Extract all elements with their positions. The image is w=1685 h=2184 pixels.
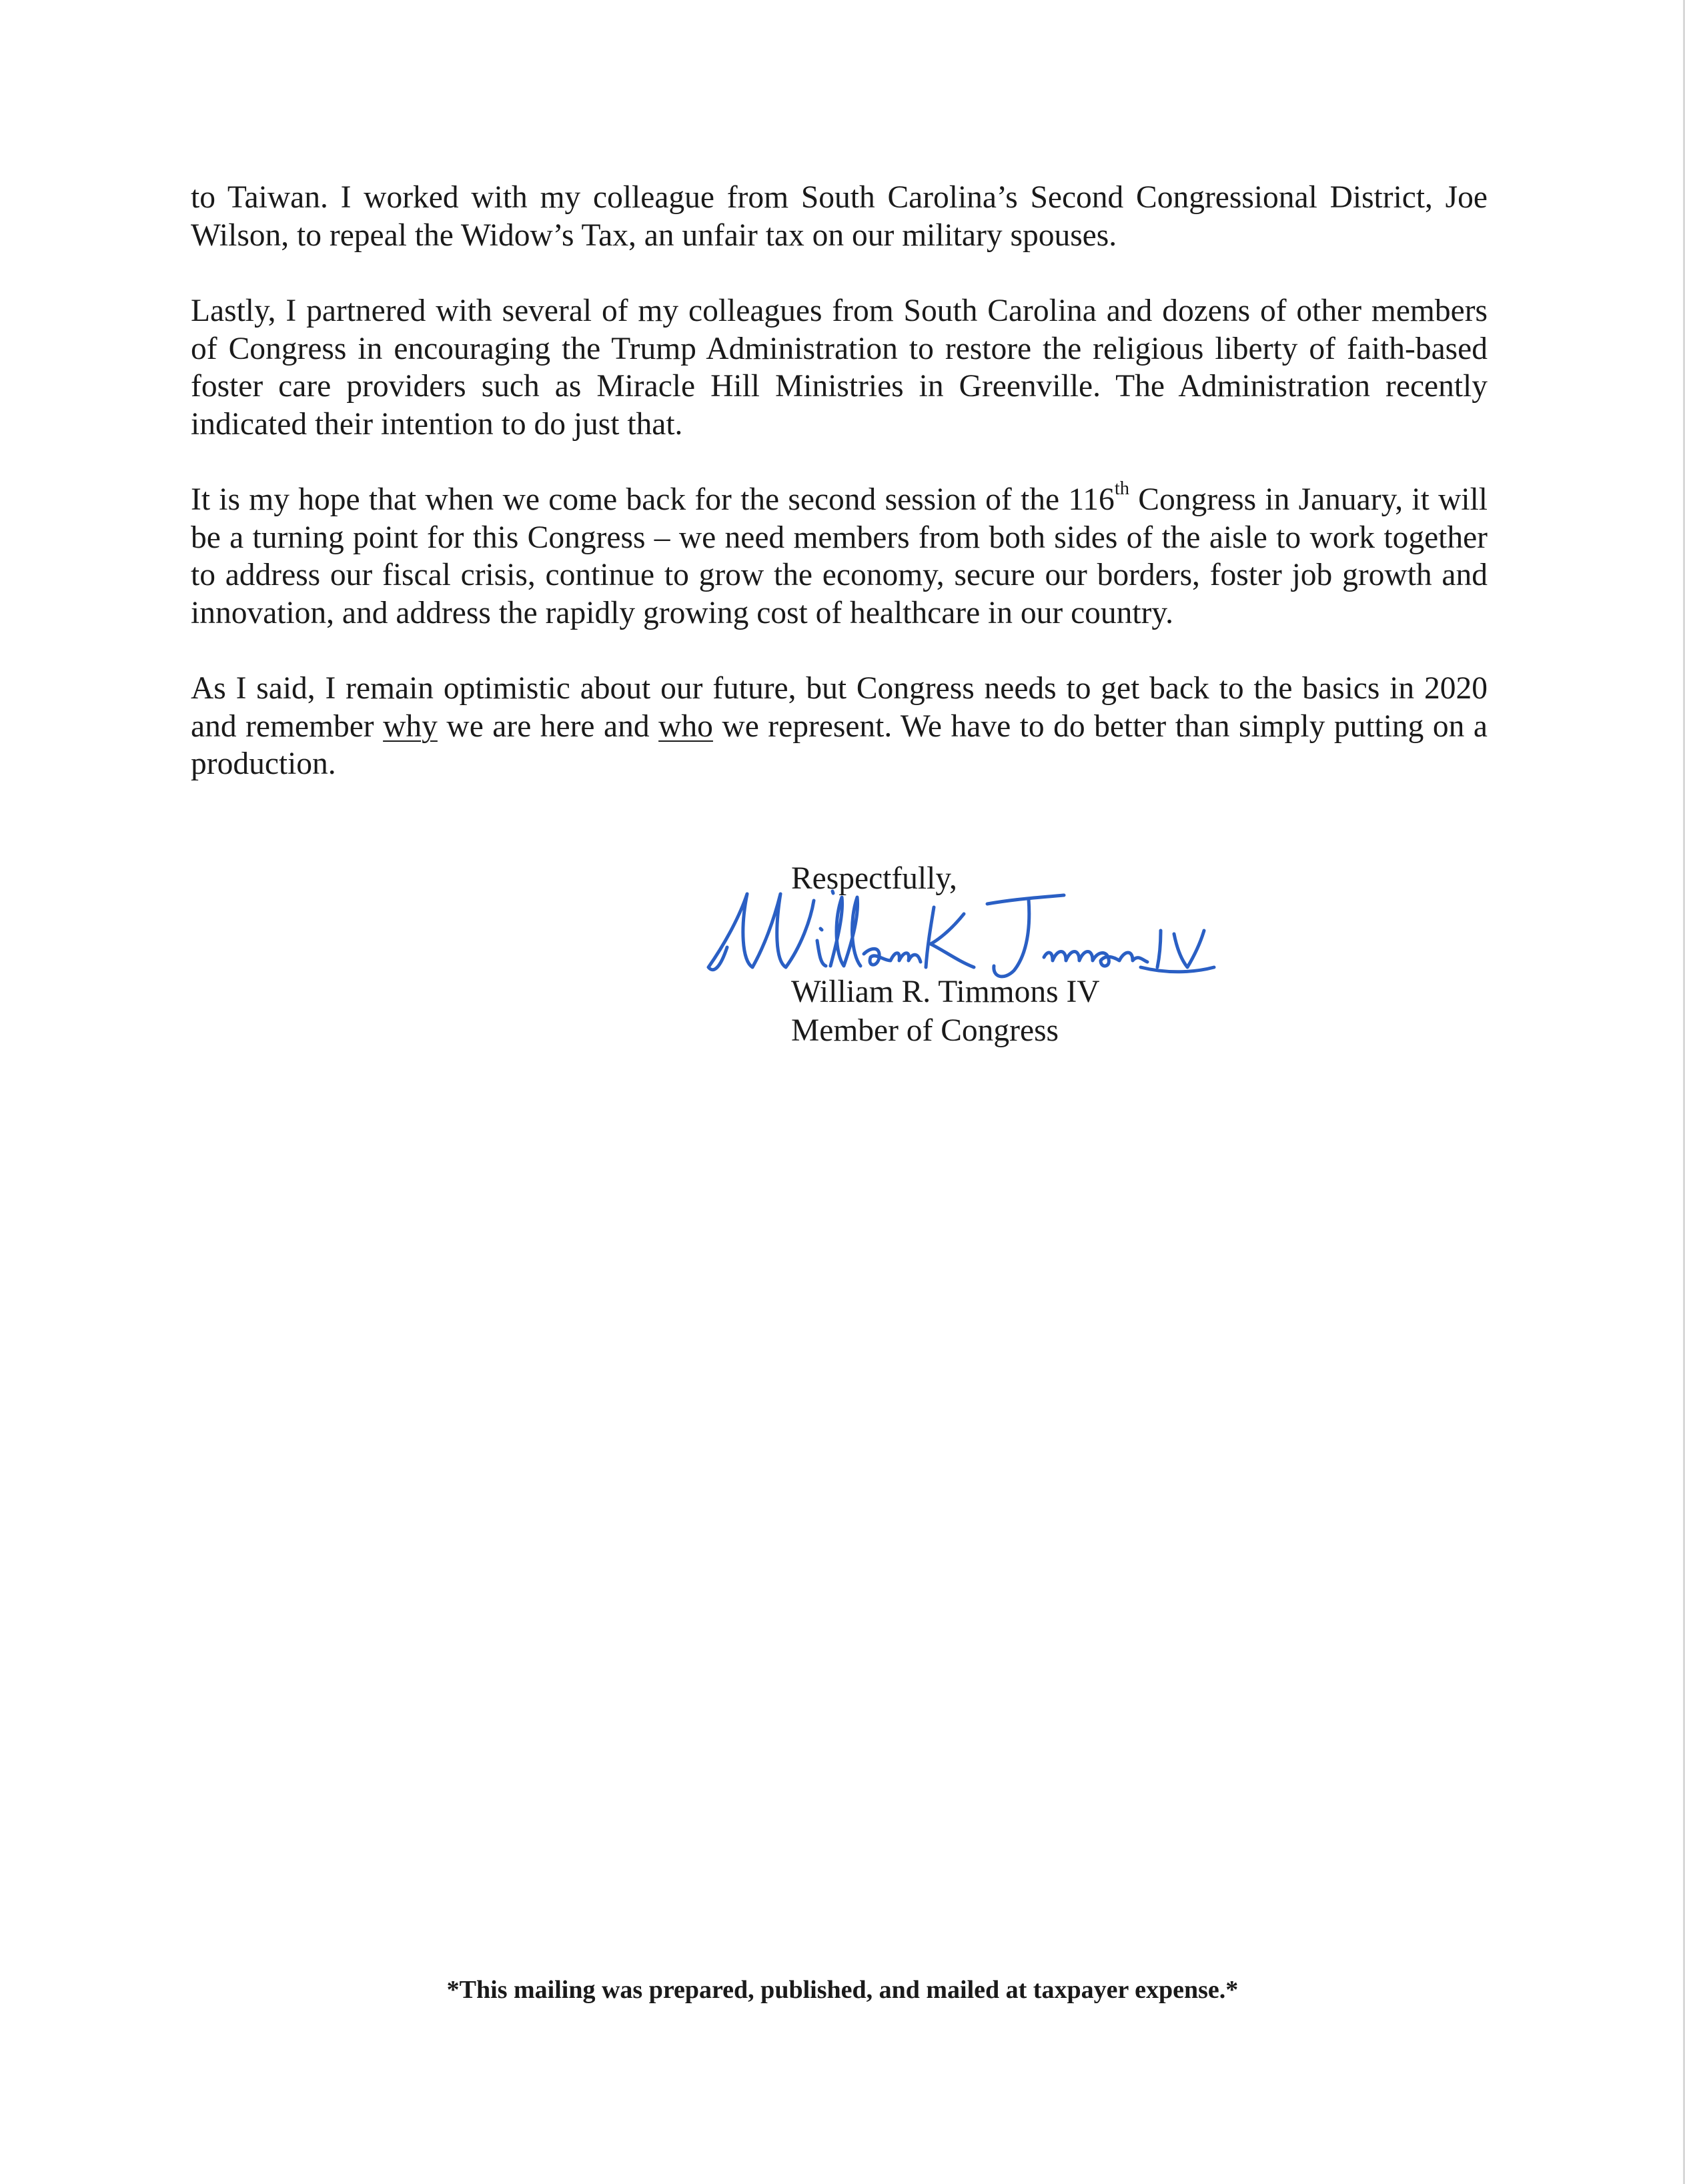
p3-after: Congress in January, it will be a turning point for this Congress – we need members from both sides of the aisle to work together to address our fiscal crisis, continue to grow the economy, secure our borders, foster job growth and innovation, and address the rapidly growing cost of healthcare in our country. bbox=[191, 482, 1488, 630]
p4-part2: we are here and bbox=[437, 708, 659, 744]
paragraph-back-to-basics bbox=[191, 670, 1488, 783]
underlined-why: why bbox=[383, 708, 438, 744]
taxpayer-expense-disclaimer: *This mailing was prepared, published, and mailed at taxpayer expense.* bbox=[446, 1976, 1239, 2004]
paragraph-religious-liberty: Lastly, I partnered with several of my colleagues from South Carolina and dozens of other members of Congress in encouraging the Trump Administration to restore the religious liberty of faith-based foster care providers such as Miracle Hill Ministries in Greenville. The Administration recently indicated their intention to do just that. bbox=[191, 294, 1488, 442]
underlined-who: who bbox=[658, 708, 713, 744]
ordinal-suffix: th bbox=[1114, 478, 1129, 500]
p4-part3: we represent. We have to do better than simply putting on a production. bbox=[191, 708, 1488, 781]
paragraph-116th-congress bbox=[191, 478, 1488, 632]
paragraph-taiwan-widows-tax: to Taiwan. I worked with my colleague from South Carolina’s Second Congressional District, Joe Wilson, to repeal the Widow’s Tax, an unfair tax on our military spouses. bbox=[191, 180, 1488, 253]
p3-before: It is my hope that when we come back for the second session of the 116 bbox=[191, 482, 1115, 517]
signer-title: Member of Congress bbox=[791, 1013, 1059, 1048]
signer-name: William R. Timmons IV bbox=[791, 975, 1100, 1009]
p4-part1: As I said, I remain optimistic about our future, but Congress needs to get back to the basics in 2020 and remember bbox=[191, 671, 1488, 744]
closing-salutation: Respectfully, bbox=[791, 861, 957, 896]
letter-body bbox=[191, 179, 1488, 821]
